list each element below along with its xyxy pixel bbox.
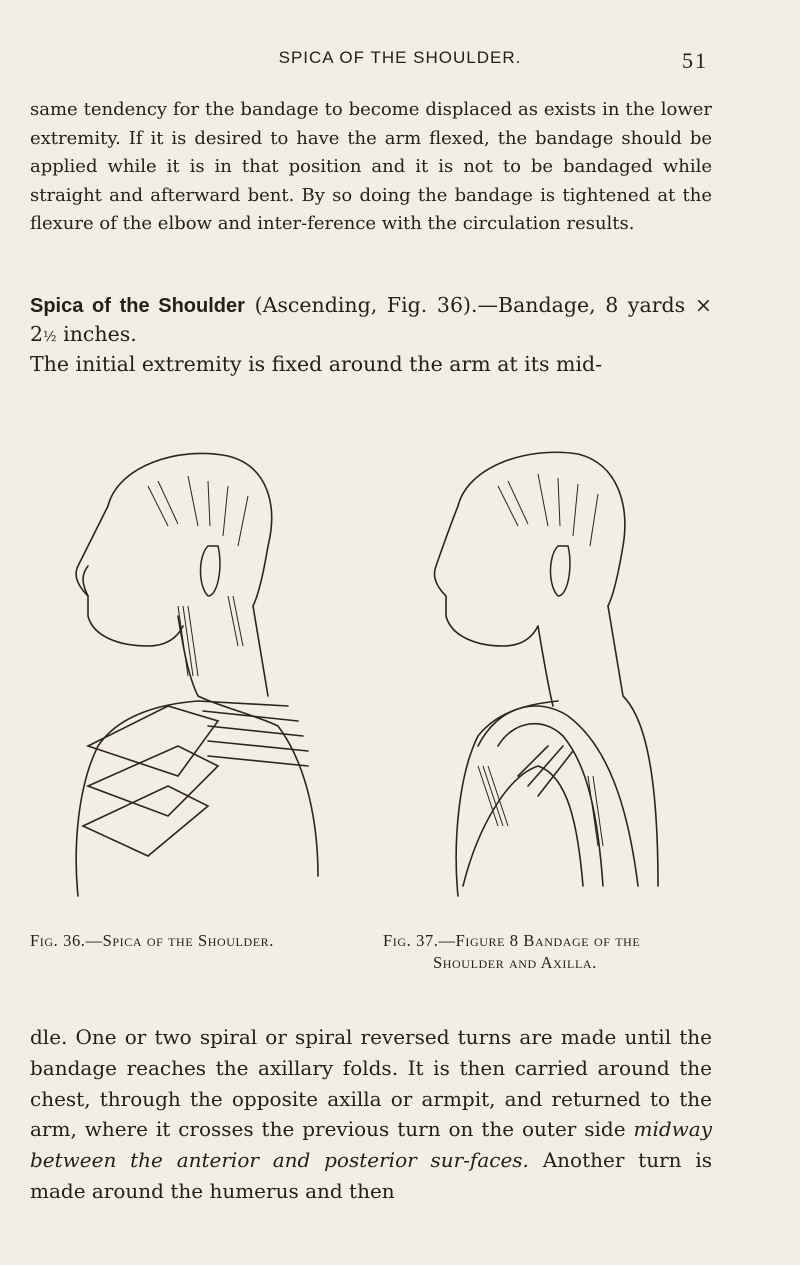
paragraph-3 — [30, 1022, 712, 1207]
running-title: SPICA OF THE SHOULDER. — [278, 48, 522, 67]
section-continuation: The initial extremity is fixed around the arm at its mid- — [30, 352, 603, 377]
fraction: ½ — [43, 328, 57, 345]
figure-37-caption — [383, 930, 713, 974]
figure-36-label: Fig. 36.—Spica of the Shoulder. — [30, 931, 275, 950]
section-heading-rest: (Ascending, Fig. 36).—Bandage, 8 yards × 2 — [30, 293, 712, 346]
paragraph-1: same tendency for the bandage to become displaced as exists in the lower extremity. If it is desired to have the arm flexed, the bandage should be applied while it is in that position and it is not to be bandaged while straight and afterward bent. By so doing the bandage is tightened at the flexure of the elbow and inter-ference with the circulation results. — [30, 99, 712, 235]
section-heading: Spica of the Shoulder — [30, 295, 245, 317]
figure-37-illustration — [418, 446, 672, 926]
section-spica-shoulder — [30, 292, 712, 379]
paragraph-3-text-end: Another turn is made around the humerus and then — [30, 1148, 712, 1203]
page-number: 51 — [682, 48, 708, 73]
figure-37-label-line2: Shoulder and Axilla. — [433, 953, 597, 972]
figure-36-caption — [30, 930, 360, 952]
paragraph-3-text: dle. One or two spiral or spiral reversed turns are made until the bandage reaches the axillary folds. It is then carried around the chest, through the opposite axilla or armpit, and returned to the arm, where it crosses the previous turn on the outer side — [30, 1025, 712, 1142]
figure-36-illustration — [58, 446, 328, 926]
page-header — [0, 48, 800, 78]
figure-37-label: Fig. 37.—Figure 8 Bandage of the — [383, 931, 641, 950]
paragraph-3-italic: midway between the anterior and posterior sur-faces. — [30, 1117, 712, 1173]
section-unit: inches. — [63, 321, 137, 346]
